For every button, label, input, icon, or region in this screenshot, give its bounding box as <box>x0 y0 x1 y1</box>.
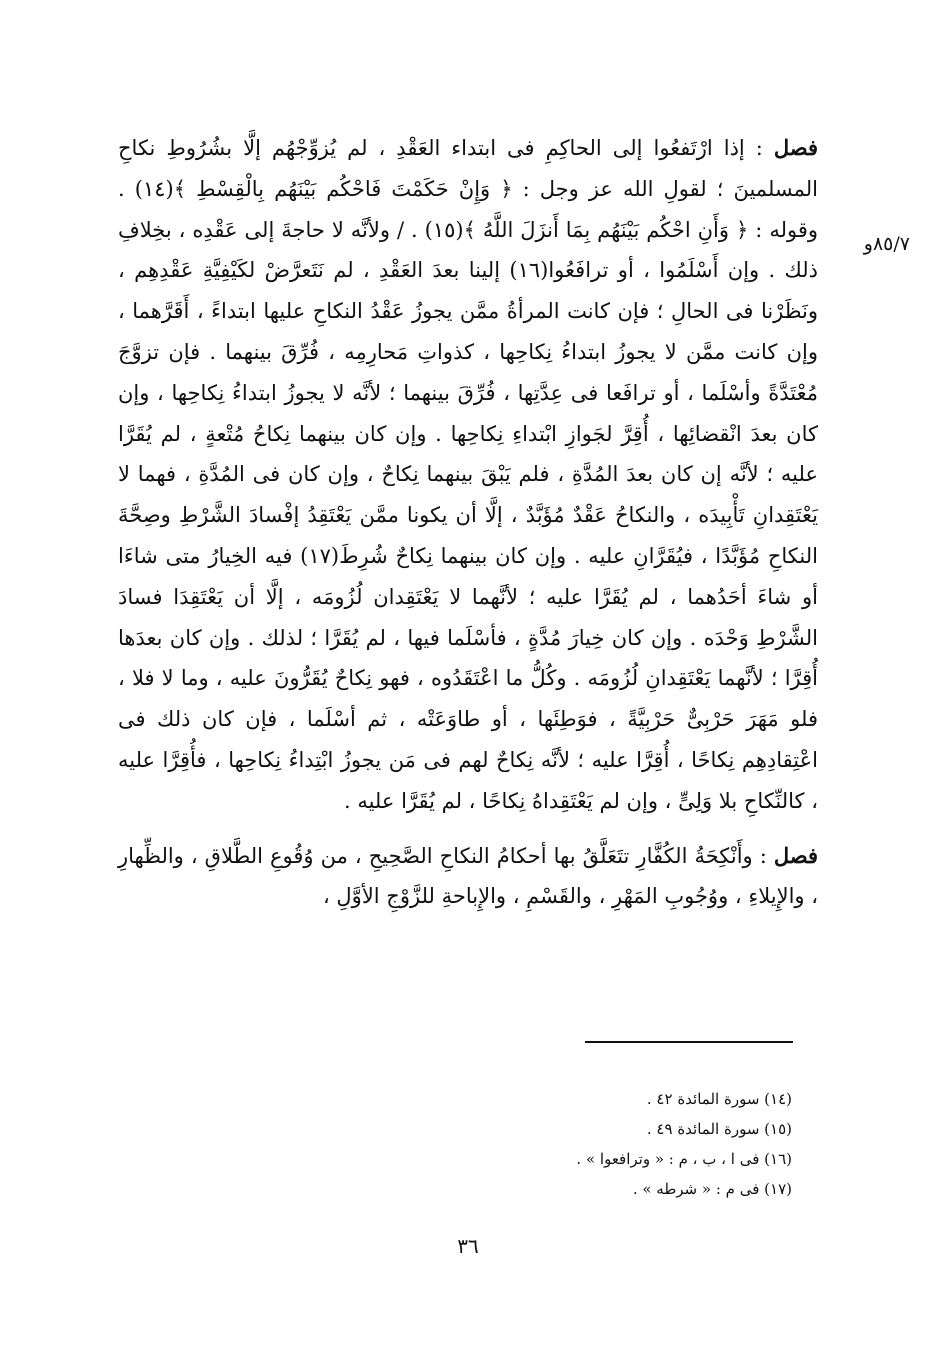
footnote: (١٧) فى م : « شرطه » . <box>632 1180 792 1198</box>
footnote: (١٦) فى ا ، ب ، م : « وترافعوا » . <box>576 1150 792 1168</box>
section-heading: فصل <box>773 842 818 868</box>
footnotes <box>420 1084 792 1204</box>
paragraph-2 <box>118 836 818 918</box>
footnote-divider <box>585 1041 793 1043</box>
section-heading: فصل <box>773 135 818 160</box>
page-number: ٣٦ <box>457 1234 479 1258</box>
margin-folio-reference: ٨٥/٧و <box>863 233 910 255</box>
paragraph-text: : وأَنْكِحَةُ الكُفَّارِ تتَعَلَّقُ بها أحكامُ النكاحِ الصَّحِيحِ ، من وُقُوعِ الطَّلاقِ ، والظِّهارِ ، والإِيلاءِ ، ووُجُوبِ المَهْرِ ، والقَسْمِ ، والإِباحةِ للزَّوْجِ الأوَّلِ ، <box>118 843 818 909</box>
paragraph-1 <box>118 128 818 822</box>
footnote: (١٤) سورة المائدة ٤٢ . <box>646 1090 792 1108</box>
paragraph-text: : إذا ارْتَفعُوا إلى الحاكِمِ فى ابتداء العَقْدِ ، لم يُزوِّجْهُم إلَّا بشُرُوطِ نكاحِ المسلمينَ ؛ لقولِ الله عز وجل : ﴿ وَإِنْ حَكَمْتَ فَاحْكُم بَيْنَهُم بِالْقِسْطِ ﴾(١٤) . وقوله : ﴿ وَأَنِ احْكُم بَيْنَهُم بِمَا أَنزَلَ اللَّهُ ﴾(١٥) . / ولأنَّه لا حاجةَ إلى عَقْدِه ، بخِلافِ ذلك . وإن أَسْلَمُوا ، أو ترافَعُوا(١٦) إلينا بعدَ العَقْدِ ، لم نَتَعرَّضْ لكَيْفِيَّةِ عَقْدِهِم ، ونَظَرْنا فى الحالِ ؛ فإن كانت المرأةُ ممَّن يجوزُ عَقْدُ النكاحِ عليها ابتداءً ، أَقَرَّهما ، وإن كانت ممَّن لا يجوزُ ابتداءُ نِكاحِها ، كذواتِ مَحارِمِه ، فُرِّقَ بينهما . فإن تزوَّجَ مُعْتَدَّةً وأسْلَما ، أو ترافَعا فى عِدَّتِها ، فُرِّقَ بينهما ؛ لأنَّه لا يجوزُ ابتداءُ نِكاحِها ، وإن كان بعدَ انْقضائِها ، أُقِرَّ لجَوازِ ابْتداءِ نِكاحِها . وإن كان بينهما نِكاحُ مُتْعةٍ ، لم يُقَرَّا عليه ؛ لأنَّه إن كان بعدَ المُدَّةِ ، فلم يَبْقَ بينهما نِكاحٌ ، وإن كان فى المُدَّةِ ، فهما لا يَعْتَقِدانِ تَأْبِيدَه ، والنكاحُ عَقْدٌ مُؤَبَّدٌ ، إلَّا أن يكونا ممَّن يَعْتَقِدُ إفْسادَ الشَّرْطِ وصِحَّةَ النكاحِ مُؤَبَّدًا ، فيُقَرَّانِ عليه . وإن كان بينهما نِكاحٌ شُرِطَ(١٧) فيه الخِيارُ متى شاءَا أو شاءَ أحَدُهما ، لم يُقَرَّا عليه ؛ لأنَّهما لا يَعْتَقِدان لُزُومَه ، إلَّا أن يَعْتَقِدَا فسادَ الشَّرْطِ وَحْدَه . وإن كان خِيارَ مُدَّةٍ ، فأسْلَما فيها ، لم يُقَرَّا ؛ لذلك . وإن كان بعدَها أُقِرَّا ؛ لأنَّهما يَعْتَقِدانِ لُزُومَه . وكُلُّ ما اعْتَقَدُوه ، فهو نِكاحٌ يُقَرُّونَ عليه ، وما لا فلا ، فلو مَهَرَ حَرْبِىٌّ حَرْبِيَّةً ، فوَطِئَها ، أو طاوَعَتْه ، ثم أسْلَما ، فإن كان ذلك فى اعْتِقادِهِم نِكاحًا ، أُقِرَّا عليه ؛ لأنَّه نِكاحٌ لهم فى مَن يجوزُ ابْتِداءُ نِكاحِها ، فأُقِرَّا عليه ، كالنِّكاحِ بلا وَلِىٍّ ، وإن لم يَعْتَقِداهُ نِكاحًا ، لم يُقَرَّا عليه . <box>118 136 818 813</box>
footnote: (١٥) سورة المائدة ٤٩ . <box>646 1120 792 1138</box>
main-text <box>118 128 818 917</box>
